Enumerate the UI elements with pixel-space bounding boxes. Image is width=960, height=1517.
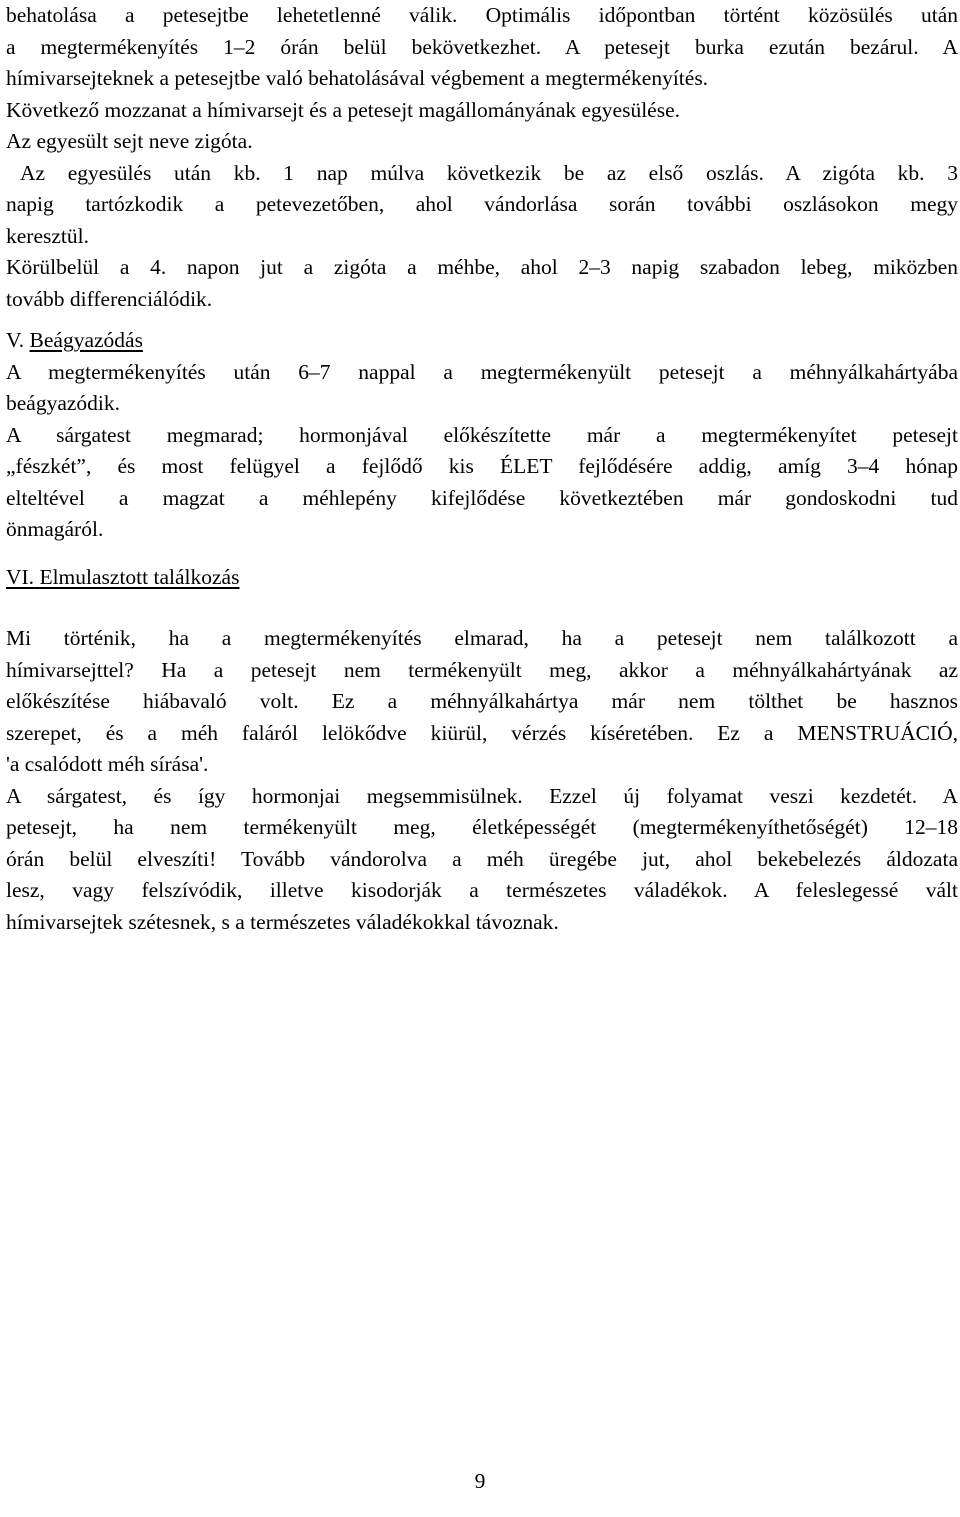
section-heading	[6, 562, 958, 594]
paragraph-line: A sárgatest, és így hormonjai megsemmisülnek. Ezzel új folyamat veszi kezdetét. A	[6, 783, 958, 808]
paragraph-line: Mi történik, ha a megtermékenyítés elmarad, ha a petesejt nem találkozott a	[6, 626, 958, 650]
paragraph-line: napig tartózkodik a petevezetőben, ahol vándorlása során további oszlásokon megy	[6, 192, 958, 216]
paragraph-line: a megtermékenyítés 1–2 órán belül bekövetkezhet. A petesejt burka ezután bezárul. A	[6, 34, 958, 59]
section-heading	[6, 325, 958, 357]
paragraph-line: petesejt, ha nem termékenyült meg, életképességét (megtermékenyíthetőségét) 12–18	[6, 815, 958, 839]
paragraph-line: hímivarsejttel? Ha a petesejt nem termékenyült meg, akkor a méhnyálkahártyának az	[6, 657, 958, 682]
paragraph-line: A sárgatest megmarad; hormonjával előkészítette már a megtermékenyítet petesejt	[6, 422, 958, 447]
paragraph-line: elteltével a magzat a méhlepény kifejlődése következtében már gondoskodni tud	[6, 485, 958, 510]
section-v	[6, 325, 958, 546]
section-number: VI.	[6, 564, 35, 589]
paragraph-line: keresztül.	[6, 223, 89, 248]
paragraph-line: hímivarsejtek szétesnek, s a természetes váladékokkal távoznak.	[6, 909, 559, 934]
paragraph-line: 'a csalódott méh sírása'.	[6, 752, 209, 776]
paragraph-line: Körülbelül a 4. napon jut a zigóta a méhbe, ahol 2–3 napig szabadon lebeg, miközben	[6, 255, 958, 279]
paragraph-line: behatolása a petesejtbe lehetetlenné válik. Optimális időpontban történt közösülés után	[6, 3, 958, 27]
paragraph-line: önmagáról.	[6, 517, 104, 541]
paragraph-line: hímivarsejteknek a petesejtbe való behatolásával végbement a megtermékenyítés.	[6, 66, 709, 90]
section-number: V.	[6, 328, 25, 352]
section-title: Elmulasztott találkozás	[39, 564, 240, 589]
section-vi	[6, 562, 958, 939]
paragraph-line: lesz, vagy felszívódik, illetve kisodorják a természetes váladékok. A feleslegessé vált	[6, 878, 958, 902]
paragraph-line: szerepet, és a méh faláról lelökődve kiürül, vérzés kíséretében. Ez a MENSTRUÁCIÓ,	[6, 720, 958, 745]
page-number: 9	[474, 1469, 486, 1493]
paragraph-line: órán belül elveszíti! Tovább vándorolva a méh üregébe jut, ahol bekebelezés áldozata	[6, 846, 958, 871]
paragraph-line: előkészítése hiábavaló volt. Ez a méhnyálkahártya már nem tölthet be hasznos	[6, 689, 958, 713]
section-conception	[6, 0, 958, 315]
paragraph-line: Következő mozzanat a hímivarsejt és a petesejt magállományának egyesülése.	[6, 97, 680, 122]
document-page	[6, 0, 958, 938]
paragraph-line: beágyazódik.	[6, 391, 121, 415]
paragraph-line: Az egyesülés után kb. 1 nap múlva következik be az első oszlás. A zigóta kb. 3	[20, 160, 958, 185]
paragraph-line: Az egyesült sejt neve zigóta.	[6, 129, 253, 153]
paragraph-line: „fészkét”, és most felügyel a fejlődő kis ÉLET fejlődésére addig, amíg 3–4 hónap	[6, 454, 958, 478]
paragraph-line: A megtermékenyítés után 6–7 nappal a megtermékenyült petesejt a méhnyálkahártyába	[6, 359, 958, 384]
section-title: Beágyazódás	[29, 328, 143, 352]
paragraph-line: tovább differenciálódik.	[6, 286, 213, 311]
